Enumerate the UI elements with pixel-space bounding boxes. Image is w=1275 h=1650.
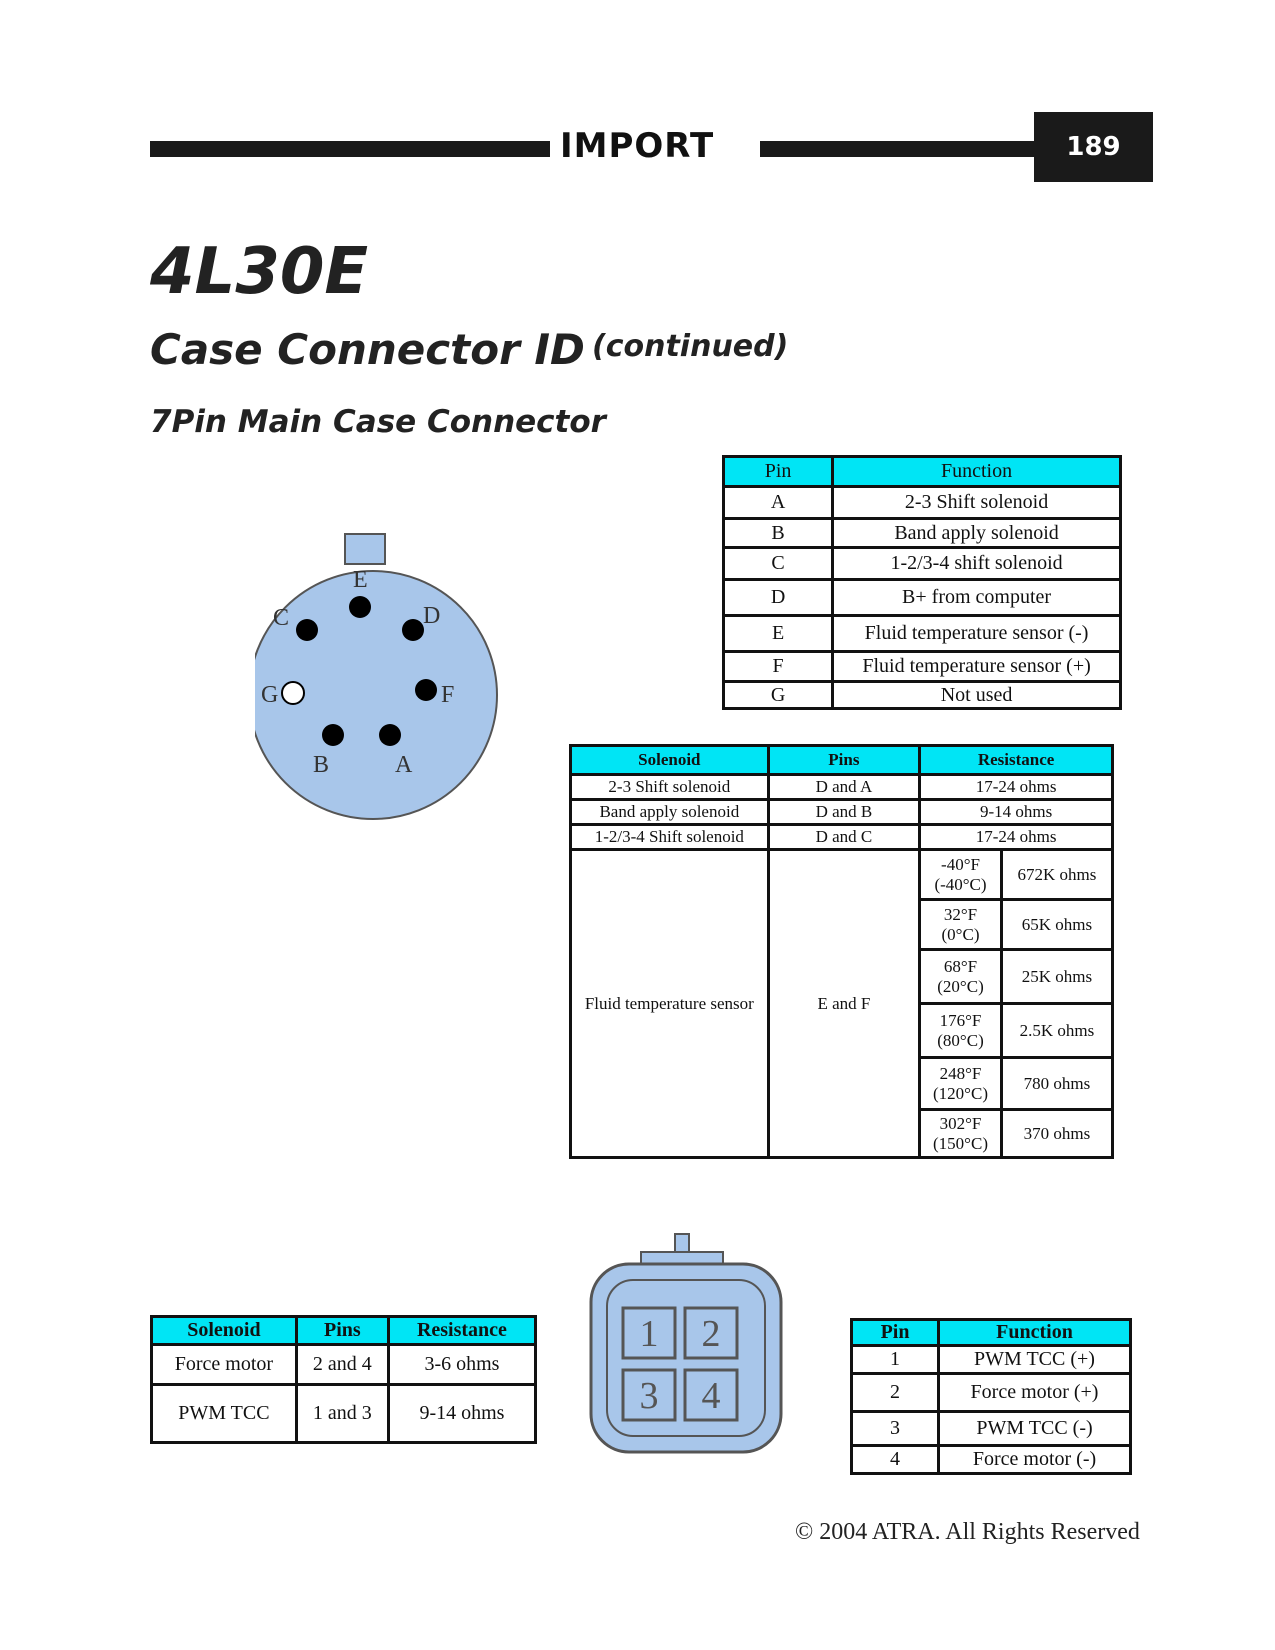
table-row	[724, 548, 1121, 580]
table-cell: 9-14 ohms	[388, 1385, 535, 1443]
resistance-table	[569, 744, 1114, 1159]
table-cell: 17-24 ohms	[920, 775, 1113, 800]
column-header: Solenoid	[152, 1317, 297, 1345]
table-row	[852, 1346, 1131, 1374]
table-cell: B	[724, 519, 833, 548]
table-row	[152, 1345, 536, 1385]
temperature-cell: 302°F (150°C)	[920, 1110, 1002, 1158]
temperature-cell: -40°F (-40°C)	[920, 850, 1002, 900]
pin-d	[402, 619, 424, 641]
table-row	[152, 1385, 536, 1443]
table-cell: 1 and 3	[296, 1385, 388, 1443]
four-pin-connector-diagram	[585, 1230, 795, 1460]
force-motor-resistance-table	[150, 1315, 537, 1444]
table-cell: 3	[852, 1412, 939, 1446]
table-row	[571, 800, 1113, 825]
column-header: Pin	[724, 457, 833, 487]
table-cell: 9-14 ohms	[920, 800, 1113, 825]
pin-label-d: D	[423, 603, 441, 629]
table-cell: 3-6 ohms	[388, 1345, 535, 1385]
section-label: IMPORT	[560, 126, 715, 166]
table-row	[724, 580, 1121, 616]
page-subtitle: Case Connector ID	[150, 325, 585, 374]
pin-label-b: B	[313, 752, 330, 778]
table-cell: B+ from computer	[833, 580, 1121, 616]
table-cell: Force motor (+)	[939, 1374, 1131, 1412]
pin-label-f: F	[441, 682, 455, 708]
table-cell: Band apply solenoid	[571, 800, 769, 825]
table-cell: Fluid temperature sensor (-)	[833, 616, 1121, 652]
table-cell: 2-3 Shift solenoid	[571, 775, 769, 800]
column-header: Solenoid	[571, 746, 769, 775]
pin-label-4: 4	[701, 1375, 721, 1417]
column-header: Pin	[852, 1320, 939, 1346]
seven-pin-connector-diagram	[255, 520, 515, 840]
table-cell: Band apply solenoid	[833, 519, 1121, 548]
table-row	[571, 850, 1113, 900]
table-cell: D and C	[768, 825, 919, 850]
resistance-cell: 25K ohms	[1001, 950, 1112, 1004]
table-row	[852, 1412, 1131, 1446]
table-cell: 1-2/3-4 Shift solenoid	[571, 825, 769, 850]
table-cell: A	[724, 487, 833, 519]
resistance-cell: 65K ohms	[1001, 900, 1112, 950]
column-header: Resistance	[920, 746, 1113, 775]
table-row	[852, 1446, 1131, 1474]
table-cell: PWM TCC (-)	[939, 1412, 1131, 1446]
table-row	[724, 616, 1121, 652]
header-rule-left	[150, 141, 550, 157]
table-cell: 2 and 4	[296, 1345, 388, 1385]
table-row	[852, 1374, 1131, 1412]
column-header: Resistance	[388, 1317, 535, 1345]
table-row	[724, 487, 1121, 519]
table-cell: C	[724, 548, 833, 580]
temperature-cell: 68°F (20°C)	[920, 950, 1002, 1004]
section-heading: 7Pin Main Case Connector	[150, 404, 606, 440]
table-cell: Fluid temperature sensor (+)	[833, 652, 1121, 682]
column-header: Function	[833, 457, 1121, 487]
sensor-pins-cell: E and F	[768, 850, 919, 1158]
table-cell: 1	[852, 1346, 939, 1374]
pin-f	[415, 679, 437, 701]
page-title: 4L30E	[150, 235, 369, 309]
table-cell: 2-3 Shift solenoid	[833, 487, 1121, 519]
table-cell: PWM TCC	[152, 1385, 297, 1443]
resistance-cell: 2.5K ohms	[1001, 1004, 1112, 1058]
column-header: Function	[939, 1320, 1131, 1346]
table-cell: E	[724, 616, 833, 652]
resistance-cell: 780 ohms	[1001, 1058, 1112, 1110]
table-row	[724, 652, 1121, 682]
table-cell: PWM TCC (+)	[939, 1346, 1131, 1374]
page-number: 189	[1034, 112, 1153, 182]
table-cell: 4	[852, 1446, 939, 1474]
pin-function-table-4	[850, 1318, 1132, 1475]
table-header-row	[571, 746, 1113, 775]
resistance-cell: 672K ohms	[1001, 850, 1112, 900]
connector-key-tab	[345, 534, 385, 564]
pin-b	[322, 724, 344, 746]
table-cell: D and B	[768, 800, 919, 825]
table-header-row	[724, 457, 1121, 487]
table-cell: D	[724, 580, 833, 616]
table-row	[571, 775, 1113, 800]
pin-label-1: 1	[639, 1313, 659, 1355]
pin-label-c: C	[273, 605, 290, 631]
temperature-cell: 32°F (0°C)	[920, 900, 1002, 950]
column-header: Pins	[768, 746, 919, 775]
table-header-row	[152, 1317, 536, 1345]
pin-a	[379, 724, 401, 746]
table-cell: 17-24 ohms	[920, 825, 1113, 850]
pin-label-e: E	[353, 567, 368, 593]
sensor-name-cell: Fluid temperature sensor	[571, 850, 769, 1158]
column-header: Pins	[296, 1317, 388, 1345]
pin-g	[282, 682, 304, 704]
table-cell: 2	[852, 1374, 939, 1412]
subtitle-note: (continued)	[592, 329, 789, 364]
pin-label-2: 2	[701, 1313, 721, 1355]
table-header-row	[852, 1320, 1131, 1346]
table-cell: F	[724, 652, 833, 682]
table-cell: Force motor (-)	[939, 1446, 1131, 1474]
table-cell: Not used	[833, 682, 1121, 709]
resistance-cell: 370 ohms	[1001, 1110, 1112, 1158]
copyright-notice: © 2004 ATRA. All Rights Reserved	[795, 1519, 1140, 1545]
table-row	[724, 519, 1121, 548]
table-cell: Force motor	[152, 1345, 297, 1385]
temperature-cell: 176°F (80°C)	[920, 1004, 1002, 1058]
temperature-cell: 248°F (120°C)	[920, 1058, 1002, 1110]
pin-label-3: 3	[639, 1375, 659, 1417]
pin-e	[349, 596, 371, 618]
table-cell: D and A	[768, 775, 919, 800]
table-row	[724, 682, 1121, 709]
pin-c	[296, 619, 318, 641]
pin-label-g: G	[261, 682, 279, 708]
table-row	[571, 825, 1113, 850]
header-rule-right	[760, 141, 1036, 157]
pin-label-a: A	[395, 752, 413, 778]
table-cell: 1-2/3-4 shift solenoid	[833, 548, 1121, 580]
table-cell: G	[724, 682, 833, 709]
pin-function-table	[722, 455, 1122, 710]
